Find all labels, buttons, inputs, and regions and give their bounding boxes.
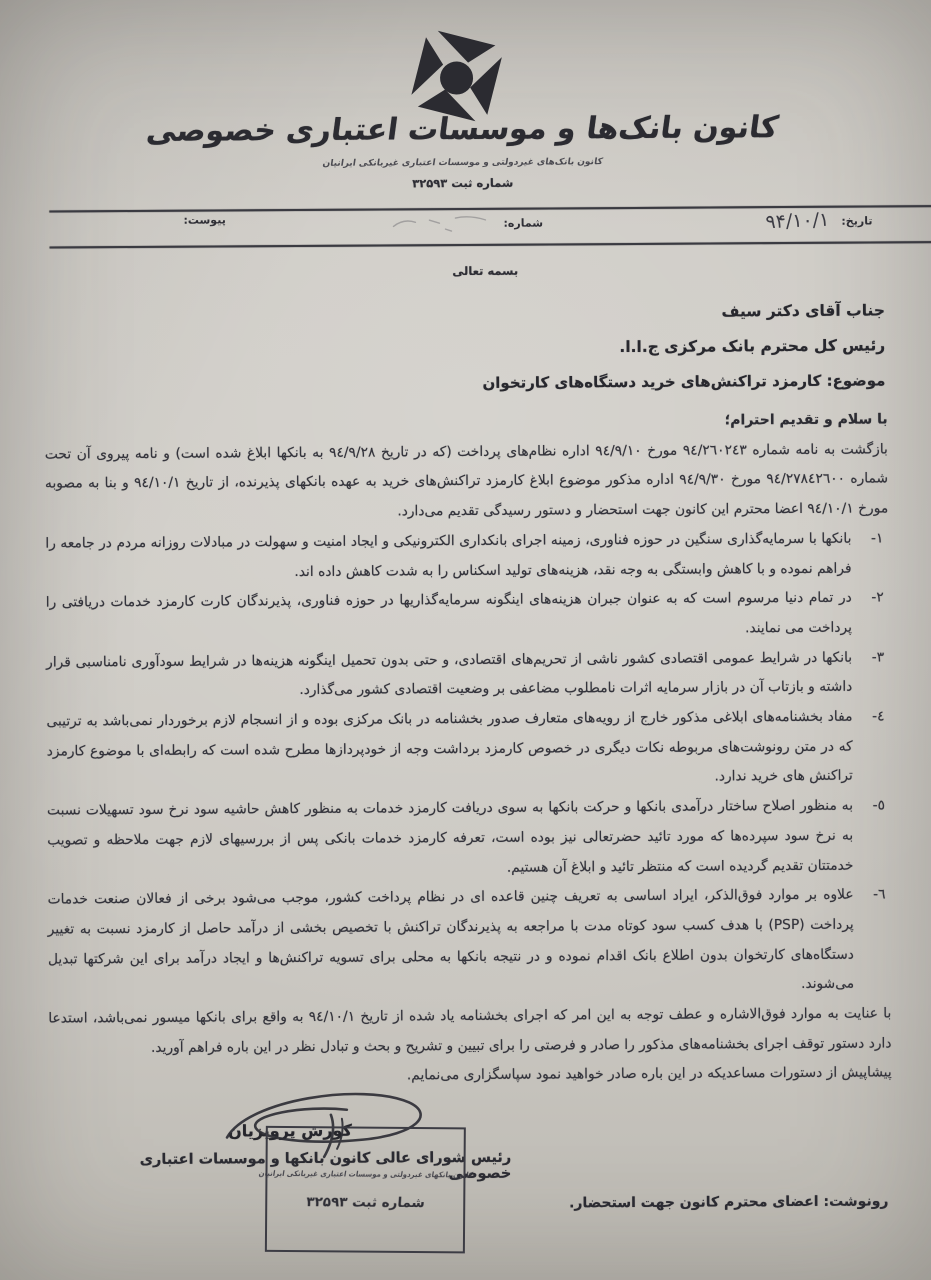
date-field	[765, 210, 872, 233]
list-item	[46, 584, 889, 649]
number-label: شماره:	[503, 216, 544, 230]
signer-title: رئیس شورای عالی کانون بانکها و موسسات اعتباری خصوصی	[139, 1149, 512, 1183]
date-label: تاریخ:	[841, 214, 873, 228]
org-registration-number: شماره ثبت ۳۲۵۹۳	[412, 175, 514, 191]
item-number: ٤-	[872, 708, 885, 725]
item-text: به منظور اصلاح ساختار درآمدی بانکها و حرکت بانکها به سوی دریافت کارمزد خدمات به منظور کاهش حاشیه سود نرخ سود تسهیلات نسبت به نرخ سود سپرده‌ها که مورد تائید حضرتعالی نیز بوده است، تعرفه کارمزد خدمات بانکی پس از بررسیهای لازم جهت ملاحظه و تصویب خدمتتان تقدیم گردیده است که منتظر تائید و ابلاغ آن هستیم.	[46, 797, 854, 876]
greeting-line: با سلام و تقدیم احترام؛	[724, 411, 888, 429]
faint-handwriting-marks	[385, 212, 495, 235]
signer-name: کورش پرویزیان	[228, 1120, 352, 1141]
header-rule-bottom	[50, 241, 931, 248]
recipient-title: رئیس کل محترم بانک مرکزی ج.ا.ا.	[619, 336, 886, 357]
list-item	[46, 702, 890, 796]
org-name-calligraphy: کانون بانک‌ها و موسسات اعتباری خصوصی	[144, 110, 781, 149]
item-text: بانکها با سرمایه‌گذاری سنگین در حوزه فناوری، زمینه اجرای بانکداری الکترونیکی و ایجاد امنیت و سهولت در مبادلات روزانه مردم در جامعه را فراهم نموده و با کاهش وابستگی به وجه نقد، هزینه‌های تولید اسکناس را به شدت کاهش داده اند.	[45, 530, 852, 580]
item-number: ۳-	[871, 649, 885, 666]
cc-line: رونوشت: اعضای محترم کانون جهت استحضار.	[569, 1193, 889, 1212]
thanks-line: پیشاپیش از دستورات مساعدیکه در این باره صادر خواهید نمود سپاسگزاری می‌نمایم.	[406, 1064, 892, 1084]
list-item	[47, 792, 891, 886]
item-number: ۱-	[870, 530, 884, 547]
list-item	[46, 643, 889, 708]
recipient-block	[619, 293, 885, 365]
org-subtitle: کانون بانک‌های غیردولتی و موسسات اعتباری غیربانکی ایرانیان	[321, 157, 604, 169]
list-item	[45, 524, 888, 589]
stamp-registration-number: شماره ثبت ۳۲۵۹۳	[305, 1193, 426, 1211]
item-number: ۲-	[871, 589, 884, 606]
number-field	[385, 212, 543, 235]
list-item	[47, 881, 891, 1005]
besmele: بسمه تعالی	[452, 263, 519, 279]
letter-body	[45, 405, 892, 1093]
handwritten-date: ۹۴/۱۰/۱	[765, 208, 830, 234]
item-text: علاوه بر موارد فوق‌الذکر، ایراد اساسی به تعریف چنین قاعده ای در نظام پرداخت کشور، موجب می‌شود برخی از فعالان صنعت خدمات پرداخت (PSP) با هدف کسب سود کوتاه مدت با مراجعه به پذیرندگان تراکنش با تخصیص بخشی از درآمد حاصل از کارمزد نسبت به تغییر دستگاه‌های کارتخوان بدون اطلاع بانک اقدام نموده و در نتیجه بانکها به محلی برای تسویه تراکنش‌ها و ایجاد درآمد برای این شرکتها تبدیل می‌شوند.	[47, 886, 855, 993]
recipient-name: جناب آقای دکتر سیف	[721, 301, 886, 321]
item-text: بانکها در شرایط عمومی اقتصادی کشور ناشی از تحریم‌های اقتصادی، و حتی بدون تحمیل اینگونه هزینه‌ها در شرایط سودآوری نامناسبی قرار داشته و بازتاب آن در بازار سرمایه اثرات نامطلوب مضاعفی بر وضعیت اقتصادی کشور می‌گذارد.	[46, 649, 853, 699]
item-text: مفاد بخشنامه‌های ابلاغی مذکور خارج از رویه‌های متعارف صدور بخشنامه در بانک مرکزی بوده و از انسجام لازم برخوردار نمی‌باشد به ترتیبی که در متن رونوشت‌های مربوطه نکات دیگری در خصوص کارمزد برداشت وجه از خودپردازها مطرح شده است که رابطه‌ای با موضوع کارمزد تراکنش های خرید ندارد.	[46, 708, 853, 785]
subject-line: موضوع: کارمزد تراکنش‌های خرید دستگاه‌های کارتخوان	[482, 371, 886, 392]
item-number: ٦-	[873, 886, 886, 903]
stamp-org-line: کانون بانکهای غیردولتی و موسسات اعتباری غیربانکی ایرانیان	[257, 1168, 474, 1179]
attachment-field	[183, 213, 225, 226]
attachment-label: پیوست:	[183, 213, 226, 227]
intro-paragraph: بازگشت به نامه شماره ۹٤/۲٦۰۲٤۳ مورخ ۹٤/۹/۱۰ اداره نظام‌های پرداخت (که در تاریخ ۹٤/۹/۲۸ به بانکها ابلاغ شده است) و نامه پیروی آن تحت شماره ۹٤/۲۷۸٤۲٦۰۰ مورخ ۹٤/۹/۳۰ اداره مذکور موضوع ابلاغ کارمزد تراکنش‌های خرید به عهده بانکهای پذیرنده، از تاریخ ۹٤/۱۰/۱ و بنا به مصوبه مورخ ۹٤/۱۰/۱ اعضا محترم این کانون جهت استحضار و دستور رسیدگی تقدیم می‌دارد.	[44, 441, 889, 520]
closing-paragraph: با عنایت به موارد فوق‌الاشاره و عطف توجه به این امر که اجرای بخشنامه یاد شده از تاریخ ۹٤/۱۰/۱ به واقع برای بانکها میسور نمی‌باشد، استدعا دارد دستور توقف اجرای بخشنامه‌های مذکور را صادر و فرصتی را برای تبیین و تشریح و بحث و تبادل نظر در این باره فراهم آورید.	[48, 1005, 892, 1056]
item-number: ٥-	[872, 797, 886, 814]
registration-stamp	[257, 1126, 474, 1254]
item-text: در تمام دنیا مرسوم است که به عنوان جبران هزینه‌های اینگونه سرمایه‌گذاریها در حوزه فناوری، پذیرندگان کارت کارمزد خدمات دریافتی را پرداخت می نمایند.	[45, 589, 852, 637]
